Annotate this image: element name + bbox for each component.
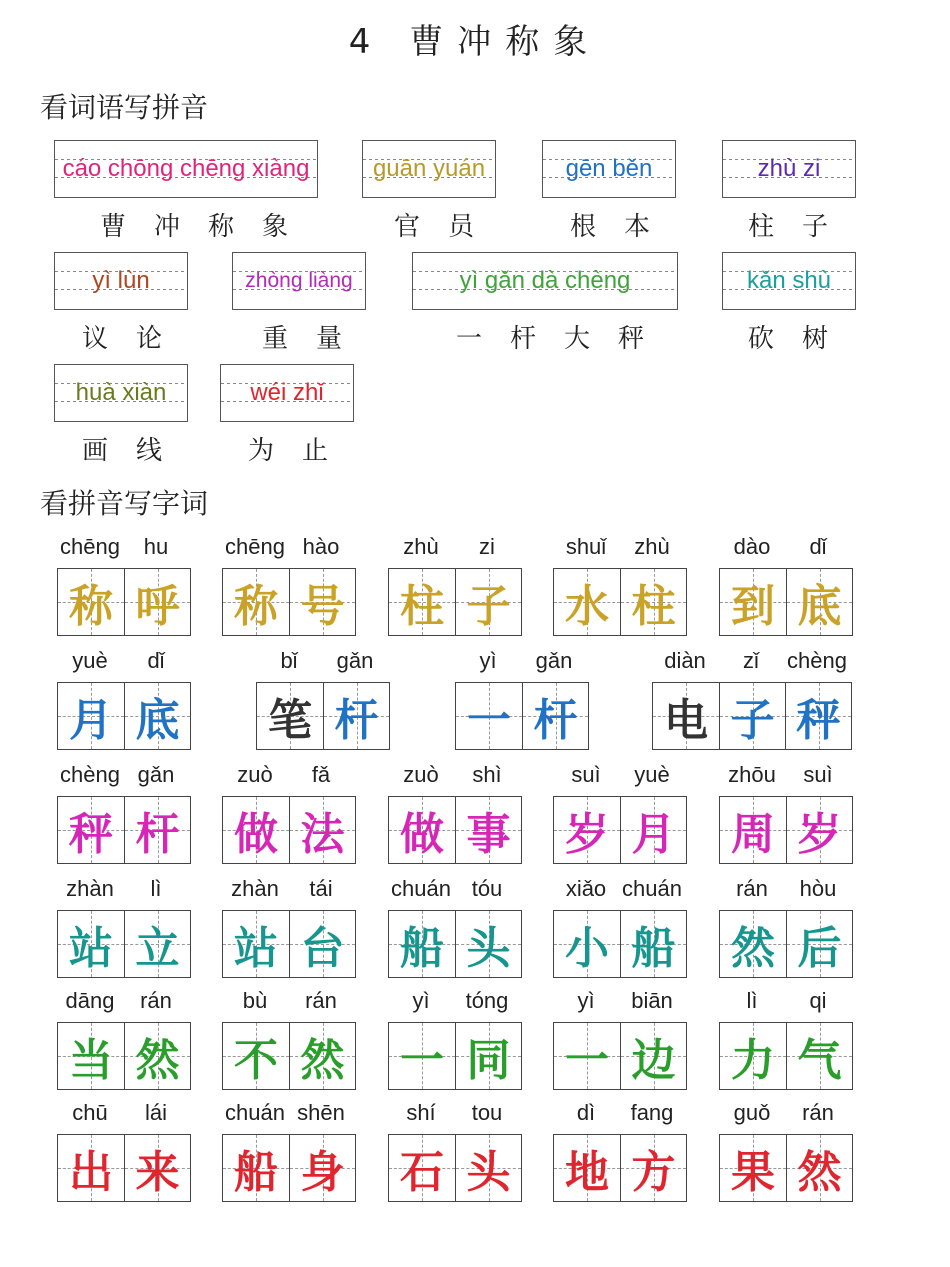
- tianzige-grid: [388, 1022, 522, 1090]
- character-cell: [289, 569, 355, 635]
- pinyin-syllable: suì: [571, 762, 601, 787]
- hanzi-word: 一杆大秤: [456, 324, 673, 354]
- character: 事: [466, 809, 511, 860]
- pinyin-syllable: diàn: [664, 648, 706, 673]
- pinyin-syllable: chēng: [225, 534, 285, 559]
- pinyin-syllable: lì: [746, 988, 758, 1013]
- character: 杆: [533, 695, 578, 746]
- pinyin-text: guān yuán: [372, 155, 486, 182]
- pinyin-row: [388, 1100, 520, 1126]
- character-cell: [620, 797, 686, 863]
- pinyin-text: kǎn shù: [746, 267, 832, 294]
- pinyin-syllable: guǒ: [733, 1100, 771, 1125]
- pinyin-syllable: rán: [140, 988, 172, 1013]
- pinyin-syllable: gǎn: [137, 762, 175, 787]
- pinyin-row: [388, 762, 520, 788]
- character: 然: [135, 1035, 180, 1086]
- pinyin-text: yì lùn: [92, 267, 150, 294]
- pinyin-syllable: zuò: [403, 762, 439, 787]
- pinyin-row: [222, 534, 354, 560]
- character-cell: [289, 797, 355, 863]
- pinyin-text: cáo chōng chēng xiàng: [62, 155, 310, 182]
- character-cell: [223, 911, 289, 977]
- pinyin-syllable: gǎn: [535, 648, 573, 673]
- pinyin-syllable: shuǐ: [565, 534, 607, 559]
- character: 不: [234, 1035, 278, 1086]
- pinyin-box: [722, 252, 856, 310]
- character: 当: [69, 1035, 113, 1086]
- character: 头: [466, 923, 511, 974]
- character: 小: [565, 923, 609, 974]
- pinyin-row: [57, 876, 189, 902]
- tianzige-grid: [222, 796, 356, 864]
- pinyin-syllable: chuán: [225, 1100, 285, 1125]
- pinyin-text: zhù zi: [757, 155, 821, 182]
- pinyin-row: [455, 648, 587, 674]
- character-cell: [786, 569, 852, 635]
- character-cell: [58, 569, 124, 635]
- character: 台: [300, 923, 345, 974]
- tianzige-grid: [719, 1022, 853, 1090]
- page-title: 4 曹冲称象: [348, 22, 602, 62]
- pinyin-syllable: dào: [733, 534, 771, 559]
- pinyin-syllable: rán: [305, 988, 337, 1013]
- pinyin-syllable: fǎ: [311, 762, 331, 787]
- pinyin-row: [57, 648, 189, 674]
- pinyin-box: [220, 364, 354, 422]
- character: 水: [565, 581, 609, 632]
- pinyin-syllable: dǐ: [809, 534, 827, 559]
- pinyin-syllable: bù: [242, 988, 268, 1013]
- pinyin-box: [54, 364, 188, 422]
- pinyin-syllable: tóng: [465, 988, 509, 1013]
- character: 岁: [797, 809, 842, 860]
- pinyin-text: yì gǎn dà chèng: [459, 267, 631, 294]
- character-cell: [124, 569, 190, 635]
- character-cell: [786, 911, 852, 977]
- pinyin-box: [412, 252, 678, 310]
- character-cell: [554, 569, 620, 635]
- pinyin-text: zhòng liàng: [245, 269, 353, 292]
- tianzige-grid: [57, 910, 191, 978]
- pinyin-row: [652, 648, 850, 674]
- pinyin-row: [719, 1100, 851, 1126]
- pinyin-syllable: yì: [479, 648, 497, 673]
- tianzige-grid: [553, 1134, 687, 1202]
- tianzige-grid: [57, 682, 191, 750]
- character: 地: [565, 1147, 609, 1198]
- character: 力: [731, 1035, 775, 1086]
- character: 来: [135, 1147, 180, 1198]
- pinyin-syllable: hòu: [799, 876, 837, 901]
- character-cell: [455, 911, 521, 977]
- pinyin-syllable: zǐ: [743, 648, 759, 673]
- hanzi-word: 根本: [570, 212, 679, 242]
- character-cell: [289, 1135, 355, 1201]
- character-cell: [223, 1023, 289, 1089]
- character: 身: [300, 1147, 345, 1198]
- character-cell: [455, 797, 521, 863]
- hanzi-word: 画线: [82, 436, 191, 466]
- character-cell: [455, 569, 521, 635]
- pinyin-row: [222, 762, 354, 788]
- pinyin-syllable: zuò: [237, 762, 273, 787]
- character-cell: [554, 1023, 620, 1089]
- pinyin-syllable: dāng: [65, 988, 115, 1013]
- section-heading-write-characters: 看拼音写字词: [40, 487, 209, 520]
- tianzige-grid: [719, 568, 853, 636]
- character-cell: [720, 1023, 786, 1089]
- pinyin-row: [553, 534, 685, 560]
- pinyin-text: gēn běn: [565, 155, 653, 182]
- pinyin-row: [553, 762, 685, 788]
- character-cell: [124, 797, 190, 863]
- tianzige-grid: [222, 910, 356, 978]
- pinyin-syllable: yì: [412, 988, 430, 1013]
- tianzige-grid: [57, 1022, 191, 1090]
- character-cell: [720, 911, 786, 977]
- pinyin-syllable: yì: [577, 988, 595, 1013]
- character-cell: [389, 911, 455, 977]
- tianzige-grid: [388, 910, 522, 978]
- pinyin-row: [719, 762, 851, 788]
- hanzi-word: 官员: [394, 212, 503, 242]
- character-cell: [58, 1135, 124, 1201]
- character-cell: [554, 911, 620, 977]
- character: 一: [467, 695, 511, 746]
- character: 石: [400, 1147, 444, 1198]
- pinyin-row: [388, 534, 520, 560]
- character: 气: [797, 1035, 842, 1086]
- character-cell: [389, 1135, 455, 1201]
- character: 称: [234, 581, 278, 632]
- tianzige-grid: [222, 1134, 356, 1202]
- tianzige-grid: [553, 1022, 687, 1090]
- pinyin-row: [553, 988, 685, 1014]
- character: 电: [664, 695, 708, 746]
- character: 站: [234, 923, 278, 974]
- character: 呼: [135, 581, 180, 632]
- pinyin-row: [719, 876, 851, 902]
- character: 柱: [631, 581, 676, 632]
- character-cell: [653, 683, 719, 749]
- character: 果: [731, 1147, 775, 1198]
- tianzige-grid: [553, 796, 687, 864]
- section-heading-write-pinyin: 看词语写拼音: [40, 91, 209, 124]
- pinyin-syllable: chèng: [787, 648, 847, 673]
- character-cell: [58, 683, 124, 749]
- tianzige-grid: [388, 796, 522, 864]
- pinyin-syllable: chēng: [60, 534, 120, 559]
- character-cell: [455, 1135, 521, 1201]
- character: 方: [631, 1147, 676, 1198]
- character: 然: [731, 923, 775, 974]
- pinyin-row: [57, 988, 189, 1014]
- pinyin-syllable: gǎn: [336, 648, 374, 673]
- pinyin-syllable: lái: [144, 1100, 167, 1125]
- character-cell: [554, 797, 620, 863]
- pinyin-box: [54, 140, 318, 198]
- pinyin-syllable: zhàn: [66, 876, 114, 901]
- character-cell: [289, 1023, 355, 1089]
- character: 船: [234, 1147, 278, 1198]
- pinyin-row: [222, 988, 354, 1014]
- character-cell: [223, 1135, 289, 1201]
- pinyin-row: [222, 1100, 354, 1126]
- character: 同: [466, 1035, 511, 1086]
- character: 笔: [268, 695, 312, 746]
- pinyin-syllable: dǐ: [147, 648, 165, 673]
- pinyin-box: [722, 140, 856, 198]
- character: 秤: [69, 809, 113, 860]
- hanzi-word: 议论: [82, 324, 191, 354]
- character-cell: [289, 911, 355, 977]
- character-cell: [389, 797, 455, 863]
- pinyin-row: [57, 1100, 189, 1126]
- hanzi-word: 重量: [262, 324, 371, 354]
- pinyin-syllable: chèng: [60, 762, 120, 787]
- character: 子: [730, 695, 775, 746]
- pinyin-box: [54, 252, 188, 310]
- character-cell: [124, 1135, 190, 1201]
- pinyin-syllable: chū: [72, 1100, 108, 1125]
- pinyin-syllable: rán: [802, 1100, 834, 1125]
- character: 底: [797, 581, 842, 632]
- character-cell: [124, 911, 190, 977]
- character: 称: [69, 581, 113, 632]
- character-cell: [720, 797, 786, 863]
- character: 船: [631, 923, 676, 974]
- character: 头: [466, 1147, 511, 1198]
- pinyin-syllable: zi: [479, 534, 495, 559]
- pinyin-syllable: yuè: [634, 762, 670, 787]
- character: 底: [135, 695, 180, 746]
- character: 杆: [334, 695, 379, 746]
- character: 岁: [565, 809, 609, 860]
- character-cell: [323, 683, 389, 749]
- pinyin-row: [719, 534, 851, 560]
- pinyin-syllable: shì: [472, 762, 502, 787]
- pinyin-syllable: tóu: [471, 876, 503, 901]
- pinyin-text: wéi zhǐ: [250, 379, 324, 406]
- pinyin-box: [542, 140, 676, 198]
- hanzi-word: 为止: [248, 436, 357, 466]
- character-cell: [786, 797, 852, 863]
- character: 一: [400, 1035, 444, 1086]
- pinyin-syllable: dì: [576, 1100, 596, 1125]
- tianzige-grid: [388, 568, 522, 636]
- tianzige-grid: [455, 682, 589, 750]
- pinyin-syllable: xiǎo: [565, 876, 607, 901]
- hanzi-word: 砍树: [748, 324, 857, 354]
- pinyin-row: [256, 648, 388, 674]
- character: 子: [466, 581, 511, 632]
- pinyin-syllable: zhù: [403, 534, 439, 559]
- character: 到: [731, 581, 775, 632]
- character-cell: [58, 1023, 124, 1089]
- character: 月: [631, 809, 676, 860]
- pinyin-syllable: zhōu: [728, 762, 776, 787]
- character: 柱: [400, 581, 444, 632]
- character-cell: [257, 683, 323, 749]
- character: 号: [300, 581, 345, 632]
- tianzige-grid: [222, 1022, 356, 1090]
- pinyin-syllable: shí: [406, 1100, 436, 1125]
- pinyin-row: [222, 876, 354, 902]
- character-cell: [554, 1135, 620, 1201]
- character-cell: [620, 569, 686, 635]
- pinyin-syllable: hào: [302, 534, 340, 559]
- pinyin-row: [553, 1100, 685, 1126]
- tianzige-grid: [57, 1134, 191, 1202]
- pinyin-syllable: tou: [471, 1100, 503, 1125]
- tianzige-grid: [652, 682, 852, 750]
- pinyin-text: huà xiàn: [75, 379, 167, 406]
- character: 做: [234, 809, 278, 860]
- character-cell: [58, 797, 124, 863]
- pinyin-row: [57, 762, 189, 788]
- pinyin-syllable: fang: [630, 1100, 674, 1125]
- character: 做: [400, 809, 444, 860]
- character-cell: [522, 683, 588, 749]
- character-cell: [785, 683, 851, 749]
- pinyin-syllable: chuán: [622, 876, 682, 901]
- pinyin-syllable: tái: [309, 876, 333, 901]
- character-cell: [720, 569, 786, 635]
- pinyin-syllable: bǐ: [280, 648, 298, 673]
- character-cell: [389, 569, 455, 635]
- character-cell: [456, 683, 522, 749]
- pinyin-row: [719, 988, 851, 1014]
- character: 周: [731, 809, 775, 860]
- pinyin-syllable: hu: [143, 534, 169, 559]
- character-cell: [620, 1023, 686, 1089]
- pinyin-syllable: zhù: [634, 534, 670, 559]
- pinyin-syllable: yuè: [72, 648, 108, 673]
- pinyin-syllable: suì: [803, 762, 833, 787]
- tianzige-grid: [553, 568, 687, 636]
- character-cell: [124, 683, 190, 749]
- tianzige-grid: [719, 1134, 853, 1202]
- tianzige-grid: [388, 1134, 522, 1202]
- character: 月: [69, 695, 113, 746]
- character: 出: [69, 1147, 113, 1198]
- pinyin-syllable: chuán: [391, 876, 451, 901]
- pinyin-row: [388, 988, 520, 1014]
- character: 一: [565, 1035, 609, 1086]
- pinyin-syllable: rán: [736, 876, 768, 901]
- hanzi-word: 柱子: [748, 212, 857, 242]
- character-cell: [58, 911, 124, 977]
- character-cell: [455, 1023, 521, 1089]
- pinyin-row: [57, 534, 189, 560]
- pinyin-syllable: zhàn: [231, 876, 279, 901]
- tianzige-grid: [719, 910, 853, 978]
- tianzige-grid: [553, 910, 687, 978]
- character-cell: [620, 911, 686, 977]
- character: 然: [300, 1035, 345, 1086]
- character: 站: [69, 923, 113, 974]
- pinyin-syllable: biān: [631, 988, 673, 1013]
- hanzi-word: 曹冲称象: [100, 212, 317, 242]
- pinyin-row: [553, 876, 685, 902]
- character-cell: [223, 569, 289, 635]
- character: 后: [797, 923, 842, 974]
- pinyin-box: [232, 252, 366, 310]
- character-cell: [786, 1023, 852, 1089]
- pinyin-box: [362, 140, 496, 198]
- character: 船: [400, 923, 444, 974]
- character: 秤: [796, 695, 841, 746]
- character: 立: [135, 923, 180, 974]
- character: 法: [300, 809, 345, 860]
- character: 边: [631, 1035, 676, 1086]
- tianzige-grid: [222, 568, 356, 636]
- character-cell: [720, 1135, 786, 1201]
- pinyin-row: [388, 876, 520, 902]
- pinyin-syllable: shēn: [297, 1100, 345, 1125]
- tianzige-grid: [256, 682, 390, 750]
- character: 然: [797, 1147, 842, 1198]
- character: 杆: [135, 809, 180, 860]
- character-cell: [620, 1135, 686, 1201]
- character-cell: [124, 1023, 190, 1089]
- character-cell: [223, 797, 289, 863]
- pinyin-syllable: lì: [150, 876, 162, 901]
- tianzige-grid: [57, 796, 191, 864]
- tianzige-grid: [719, 796, 853, 864]
- character-cell: [389, 1023, 455, 1089]
- character-cell: [719, 683, 785, 749]
- character-cell: [786, 1135, 852, 1201]
- tianzige-grid: [57, 568, 191, 636]
- pinyin-syllable: qi: [809, 988, 827, 1013]
